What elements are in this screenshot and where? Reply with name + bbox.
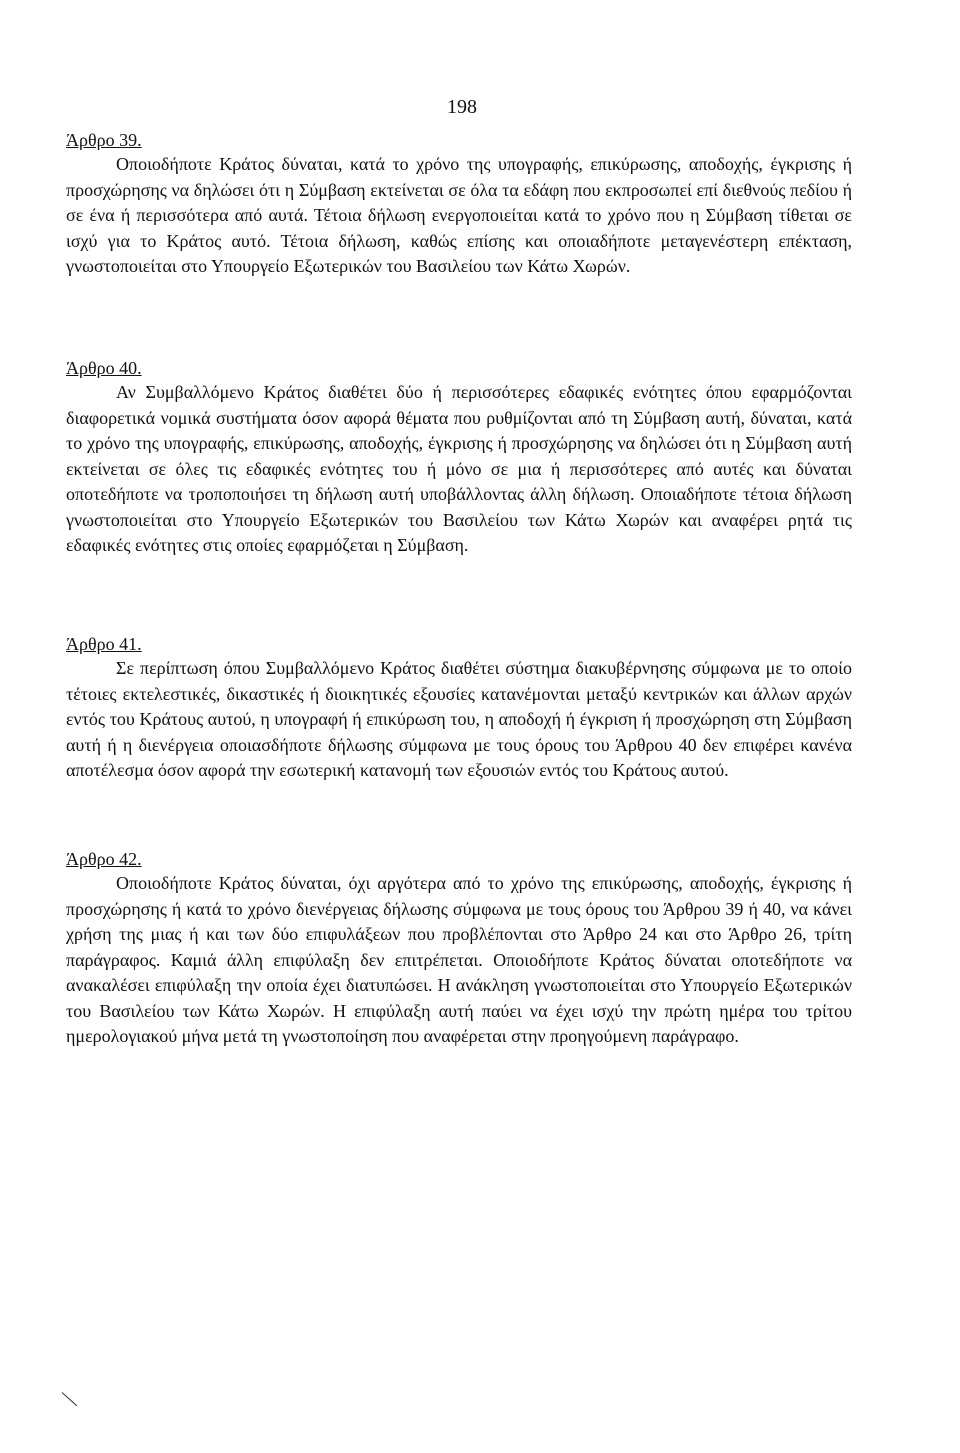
article-title: Άρθρο 39. bbox=[66, 130, 142, 150]
article-body: Αν Συμβαλλόμενο Κράτος διαθέτει δύο ή περισσότερες εδαφικές ενότητες όπου εφαρμόζονται διαφορετικά νομικά συστήματα όσον αφορά θέματα που ρυθμίζονται από τη Σύμβαση αυτή, δύναται, κατά το χρόνο της υπογραφής, επικύρωσης, αποδοχής, έγκρισης ή προσχώρησης να δηλώσει ότι η Σύμβαση αυτή εκτείνεται σε όλες τις εδαφικές ενότητες του ή μόνο σε μια ή περισσότερες από αυτές και δύναται οποτεδήποτε να τροποποιήσει τη δήλωση αυτή υποβάλλοντας άλλη δήλωση. Οποιαδήποτε τέτοια δήλωση γνωστοποιείται στο Υπουργείο Εξωτερικών του Βασιλείου των Κάτω Χωρών και αναφέρει ρητά τις εδαφικές ενότητες στις οποίες εφαρμόζεται η Σύμβαση. bbox=[66, 382, 852, 555]
article-40 bbox=[66, 356, 852, 559]
page-number: 198 bbox=[447, 96, 477, 118]
article-42 bbox=[66, 847, 852, 1050]
article-41 bbox=[66, 632, 852, 784]
article-body: Οποιοδήποτε Κράτος δύναται, όχι αργότερα από το χρόνο της επικύρωσης, αποδοχής, έγκρισης ή προσχώρησης ή κατά το χρόνο διενέργειας δήλωσης σύμφωνα με τους όρους του Άρθρου 39 ή 40, να κάνει χρήση της μιας ή και των δύο επιφυλάξεων που προβλέπονται στο Άρθρο 24 και στο Άρθρο 26, τρίτη παράγραφος. Καμιά άλλη επιφύλαξη δεν επιτρέπεται. Οποιοδήποτε Κράτος δύναται οποτεδήποτε να ανακαλέσει επιφύλαξη την οποία έχει διατυπώσει. Η ανάκληση γνωστοποιείται στο Υπουργείο Εξωτερικών του Βασιλείου των Κάτω Χωρών. Η επιφύλαξη αυτή παύει να έχει ισχύ την πρώτη ημέρα του τρίτου ημερολογιακού μήνα μετά τη γνωστοποίηση που αναφέρεται στην προηγούμενη παράγραφο. bbox=[66, 873, 852, 1046]
article-body: Σε περίπτωση όπου Συμβαλλόμενο Κράτος διαθέτει σύστημα διακυβέρνησης σύμφωνα με το οποίο τέτοιες εκτελεστικές, δικαστικές ή διοικητικές εξουσίες κατανέμονται μεταξύ κεντρικών και άλλων αρχών εντός του Κράτους αυτού, η υπογραφή ή επικύρωση του, η αποδοχή ή έγκριση ή προσχώρηση στη Σύμβαση αυτή ή η διενέργεια οποιασδήποτε δήλωσης σύμφωνα με τους όρους του Άρθρου 40 δεν επιφέρει κανένα αποτέλεσμα όσον αφορά την εσωτερική κατανομή των εξουσιών εντός του Κράτους αυτού. bbox=[66, 658, 852, 780]
article-title: Άρθρο 41. bbox=[66, 634, 142, 654]
article-39 bbox=[66, 128, 852, 280]
article-title: Άρθρο 42. bbox=[66, 849, 142, 869]
article-title: Άρθρο 40. bbox=[66, 358, 142, 378]
article-body: Οποιοδήποτε Κράτος δύναται, κατά το χρόνο της υπογραφής, επικύρωσης, αποδοχής, έγκρισης ή προσχώρησης να δηλώσει ότι η Σύμβαση εκτείνεται σε όλα τα εδάφη που εκπροσωπεί επί διεθνούς πεδίου ή σε ένα ή περισσότερα από αυτά. Τέτοια δήλωση ενεργοποιείται κατά το χρόνο που η Σύμβαση τίθεται σε ισχύ για το Κράτος αυτό. Τέτοια δήλωση, καθώς επίσης και οποιαδήποτε μεταγενέστερη επέκταση, γνωστοποιείται στο Υπουργείο Εξωτερικών του Βασιλείου των Κάτω Χωρών. bbox=[66, 154, 852, 276]
scan-artifact-mark bbox=[62, 1392, 78, 1406]
